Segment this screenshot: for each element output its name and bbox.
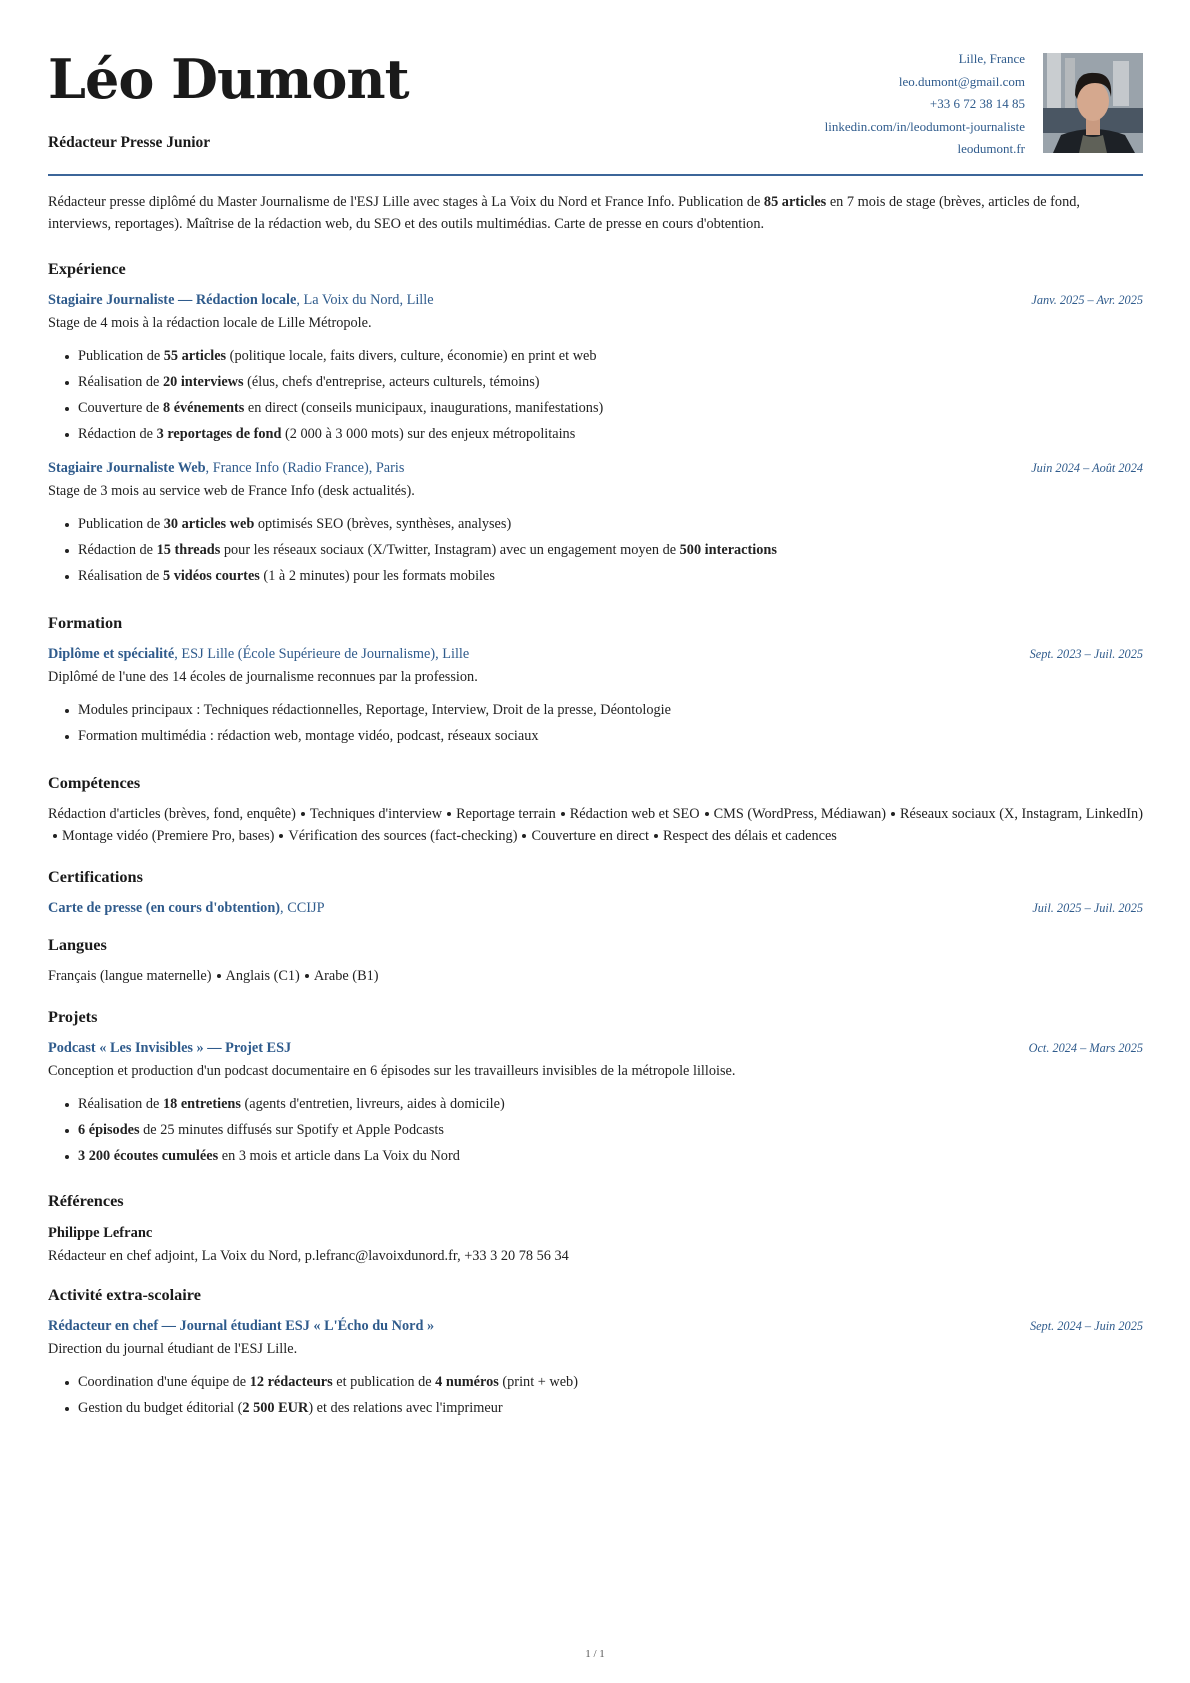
entry-organization: , France Info (Radio France), Paris	[205, 460, 405, 476]
languages-list	[48, 965, 1143, 987]
text: Publication de	[78, 516, 164, 532]
section-title-education: Formation	[48, 613, 123, 632]
bullet-list	[48, 697, 1143, 749]
bullet-item	[78, 1117, 1143, 1143]
bold-text: 15 threads	[156, 542, 221, 558]
list-item: Rédaction web et SEO	[569, 806, 700, 822]
entry-date: Janv. 2025 – Avr. 2025	[1031, 293, 1143, 307]
bullet-item	[78, 563, 1143, 589]
bold-text: 4 numéros	[435, 1374, 499, 1390]
list-item: Arabe (B1)	[313, 968, 379, 984]
text: Publication de	[78, 348, 164, 364]
contact-block	[825, 48, 1025, 161]
text: Réalisation de	[78, 1096, 163, 1112]
bullet-separator-icon	[522, 834, 526, 838]
list-item: Rédaction d'articles (brèves, fond, enquête)	[48, 806, 296, 822]
text: Gestion du budget éditorial (	[78, 1400, 243, 1416]
list-item: Réseaux sociaux (X, Instagram, LinkedIn)	[899, 806, 1143, 822]
entry-role: Diplôme et spécialité	[48, 646, 175, 662]
bold-text: 55 articles	[163, 348, 227, 364]
entry	[48, 457, 1143, 589]
candidate-name: Léo Dumont	[48, 47, 409, 111]
entry-date: Oct. 2024 – Mars 2025	[1028, 1041, 1143, 1055]
bullet-list	[48, 1369, 1143, 1421]
extracurricular-list	[48, 1315, 1143, 1421]
text: ) et des relations avec l'imprimeur	[308, 1400, 503, 1416]
bullet-item	[78, 1395, 1143, 1421]
bold-text: 5 vidéos courtes	[162, 568, 260, 584]
bullet-separator-icon	[447, 812, 451, 816]
profile-summary	[48, 191, 1143, 235]
bullet-item	[78, 511, 1143, 537]
bullet-item	[78, 697, 1143, 723]
entry-title	[48, 457, 404, 479]
entry-heading	[48, 643, 1143, 665]
bullet-separator-icon	[305, 974, 309, 978]
contact-location: Lille, France	[958, 51, 1025, 66]
text: et publication de	[332, 1374, 436, 1390]
entry	[48, 1037, 1143, 1169]
projects-list	[48, 1037, 1143, 1169]
bullet-item	[78, 343, 1143, 369]
text: (print + web)	[498, 1374, 578, 1390]
bullet-separator-icon	[561, 812, 565, 816]
bold-text: 12 rédacteurs	[249, 1374, 333, 1390]
entry-date: Juin 2024 – Août 2024	[1031, 461, 1143, 475]
text: Rédaction de	[78, 542, 157, 558]
text: Rédacteur presse diplômé du Master Journalisme de l'ESJ Lille avec stages à La Voix du Nord et France Info. Publication de	[48, 194, 764, 210]
entry-title	[48, 289, 434, 311]
entry	[48, 1315, 1143, 1421]
text: Coordination d'une équipe de	[78, 1374, 250, 1390]
bold-text: 500 interactions	[679, 542, 777, 558]
list-item: Reportage terrain	[456, 806, 556, 822]
entry-role: Stagiaire Journaliste Web	[48, 460, 206, 476]
text: (politique locale, faits divers, culture, économie) en print et web	[226, 348, 597, 364]
entry-date: Sept. 2024 – Juin 2025	[1029, 1319, 1143, 1333]
entry-description: Stage de 4 mois à la rédaction locale de Lille Métropole.	[48, 315, 372, 331]
entry	[48, 289, 1143, 447]
bullet-item	[78, 1143, 1143, 1169]
list-item: Couverture en direct	[531, 828, 649, 844]
section-title-extracurricular: Activité extra-scolaire	[48, 1285, 201, 1304]
entry-role: Carte de presse (en cours d'obtention)	[48, 900, 281, 916]
bullet-separator-icon	[654, 834, 658, 838]
bullet-item	[78, 369, 1143, 395]
text: Formation multimédia : rédaction web, montage vidéo, podcast, réseaux sociaux	[78, 728, 539, 744]
bullet-separator-icon	[53, 834, 57, 838]
list-item: CMS (WordPress, Médiawan)	[713, 806, 886, 822]
education-list	[48, 643, 1143, 749]
bullet-list	[48, 1091, 1143, 1169]
bullet-separator-icon	[217, 974, 221, 978]
bullet-separator-icon	[301, 812, 305, 816]
resume-header	[48, 0, 1143, 176]
entry-heading	[48, 897, 1143, 919]
entry-role: Rédacteur en chef — Journal étudiant ESJ « L'Écho du Nord »	[48, 1318, 435, 1334]
entry-description: Conception et production d'un podcast documentaire en 6 épisodes sur les travailleurs invisibles de la métropole lilloise.	[48, 1063, 736, 1079]
entry-role: Podcast « Les Invisibles » — Projet ESJ	[48, 1040, 292, 1056]
bold-text: 6 épisodes	[78, 1122, 140, 1138]
entry-heading	[48, 289, 1143, 311]
contact-linkedin-link[interactable]: linkedin.com/in/leodumont-journaliste	[824, 118, 1025, 134]
text: pour les réseaux sociaux (X/Twitter, Instagram) avec un engagement moyen de	[220, 542, 680, 558]
reference-name: Philippe Lefranc	[48, 1225, 153, 1241]
bullet-separator-icon	[705, 812, 709, 816]
text: optimisés SEO (brèves, synthèses, analyses)	[254, 516, 512, 532]
section-title-projects: Projets	[48, 1007, 98, 1026]
entry-date: Juil. 2025 – Juil. 2025	[1032, 901, 1143, 915]
text: Modules principaux : Techniques rédactionnelles, Reportage, Interview, Droit de la presse, Déontologie	[78, 702, 671, 718]
entry-date: Sept. 2023 – Juil. 2025	[1029, 647, 1143, 661]
job-title: Rédacteur Presse Junior	[48, 134, 211, 151]
entry-title	[48, 1315, 434, 1337]
section-title-skills: Compétences	[48, 773, 141, 792]
text: Réalisation de	[78, 568, 163, 584]
list-item: Techniques d'interview	[309, 806, 443, 822]
contact-website-link[interactable]: leodumont.fr	[957, 141, 1025, 156]
entry-role: Stagiaire Journaliste — Rédaction locale	[48, 292, 297, 308]
list-item: Montage vidéo (Premiere Pro, bases)	[62, 828, 275, 844]
text: Couverture de	[78, 400, 163, 416]
bullet-separator-icon	[279, 834, 283, 838]
person-portrait-icon	[1043, 53, 1143, 153]
bullet-item	[78, 395, 1143, 421]
contact-phone[interactable]: +33 6 72 38 14 85	[929, 96, 1025, 111]
text: Rédaction de	[78, 426, 157, 442]
bold-text: 18 entretiens	[162, 1096, 241, 1112]
bold-text: 30 articles web	[163, 516, 255, 532]
list-item: Vérification des sources (fact-checking)	[288, 828, 518, 844]
text: de 25 minutes diffusés sur Spotify et Apple Podcasts	[139, 1122, 444, 1138]
entry-organization: , La Voix du Nord, Lille	[296, 292, 434, 308]
section-title-references: Références	[48, 1191, 124, 1210]
entry	[48, 897, 1143, 919]
entry-title	[48, 897, 325, 919]
entry	[48, 643, 1143, 749]
section-title-certifications: Certifications	[48, 867, 143, 886]
entry-description: Direction du journal étudiant de l'ESJ Lille.	[48, 1341, 298, 1357]
bullet-item	[78, 723, 1143, 749]
entry-title	[48, 1037, 291, 1059]
bold-text: 3 reportages de fond	[156, 426, 282, 442]
entry-heading	[48, 457, 1143, 479]
bullet-list	[48, 343, 1143, 447]
bold-text: 2 500 EUR	[242, 1400, 309, 1416]
list-item: Anglais (C1)	[225, 968, 300, 984]
page-number: 1 / 1	[585, 1648, 605, 1660]
text: en 3 mois et article dans La Voix du Nord	[218, 1148, 460, 1164]
text: Réalisation de	[78, 374, 163, 390]
header-divider	[48, 174, 1143, 176]
contact-email-link[interactable]: leo.dumont@gmail.com	[898, 73, 1025, 89]
section-title-experience: Expérience	[48, 259, 126, 278]
bullet-item	[78, 1091, 1143, 1117]
bold-text: 85 articles	[763, 194, 827, 210]
reference-details: Rédacteur en chef adjoint, La Voix du Nord, p.lefranc@lavoixdunord.fr, +33 3 20 78 56 34	[48, 1248, 569, 1264]
experience-list	[48, 289, 1143, 589]
entry-description: Stage de 3 mois au service web de France Info (desk actualités).	[48, 483, 415, 499]
entry-organization: , ESJ Lille (École Supérieure de Journalisme), Lille	[174, 646, 470, 662]
certifications-list	[48, 897, 1143, 919]
bullet-item	[78, 1369, 1143, 1395]
entry-heading	[48, 1315, 1143, 1337]
bullet-item	[78, 421, 1143, 447]
entry-heading	[48, 1037, 1143, 1059]
profile-photo	[1043, 53, 1143, 153]
resume-page	[48, 0, 1143, 1431]
bold-text: 20 interviews	[162, 374, 244, 390]
text: (2 000 à 3 000 mots) sur des enjeux métropolitains	[281, 426, 576, 442]
section-title-languages: Langues	[48, 935, 107, 954]
entry-title	[48, 643, 469, 665]
text: (1 à 2 minutes) pour les formats mobiles	[259, 568, 495, 584]
text: en 7 mois de stage (brèves, articles de fond, interviews, reportages). Maîtrise de la rédaction web, du SEO et des outils multimédias. Carte de presse en cours d'obtention.	[48, 194, 1080, 232]
text: (agents d'entretien, livreurs, aides à domicile)	[240, 1096, 505, 1112]
skills-list	[48, 803, 1143, 847]
bullet-item	[78, 537, 1143, 563]
text: en direct (conseils municipaux, inaugurations, manifestations)	[244, 400, 604, 416]
list-item: Respect des délais et cadences	[662, 828, 837, 844]
bold-text: 8 événements	[162, 400, 245, 416]
entry-description: Diplômé de l'une des 14 écoles de journalisme reconnues par la profession.	[48, 669, 478, 685]
bold-text: 3 200 écoutes cumulées	[78, 1148, 219, 1164]
bullet-list	[48, 511, 1143, 589]
entry-organization: , CCIJP	[280, 900, 325, 916]
text: (élus, chefs d'entreprise, acteurs culturels, témoins)	[243, 374, 540, 390]
list-item: Français (langue maternelle)	[48, 968, 212, 984]
bullet-separator-icon	[891, 812, 895, 816]
